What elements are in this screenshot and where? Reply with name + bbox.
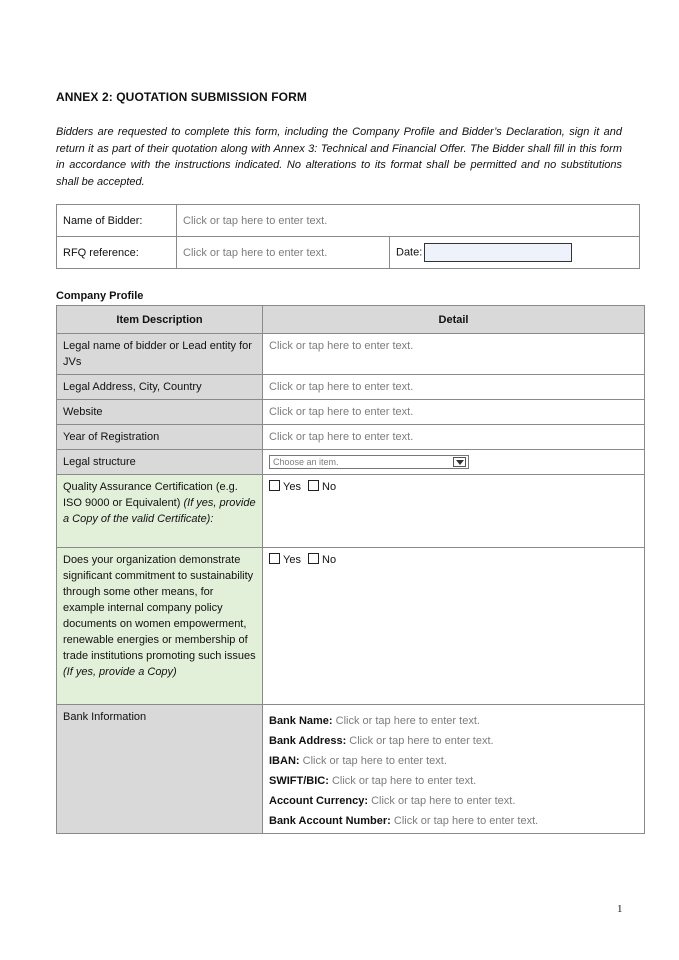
table-row: [57, 705, 645, 834]
bank-information-label: Bank Information: [57, 705, 263, 834]
legal-address-label: Legal Address, City, Country: [57, 375, 263, 400]
bank-name-line: [269, 711, 638, 731]
account-number-label: Bank Account Number:: [269, 815, 391, 827]
table-row: [57, 400, 645, 425]
date-input[interactable]: [424, 243, 572, 262]
column-header-detail: Detail: [263, 306, 645, 334]
bidder-name-field[interactable]: Click or tap here to enter text.: [177, 205, 640, 237]
iban-line: [269, 751, 638, 771]
year-registration-label: Year of Registration: [57, 425, 263, 450]
legal-address-field[interactable]: Click or tap here to enter text.: [263, 375, 645, 400]
table-row: [57, 375, 645, 400]
sustainability-no-checkbox[interactable]: [308, 553, 319, 564]
swift-label: SWIFT/BIC:: [269, 775, 329, 787]
date-label: Date:: [396, 246, 423, 259]
table-row: [57, 475, 645, 548]
sustainability-label: [57, 548, 263, 705]
sustainability-text: Does your organization demonstrate significant commitment to sustainability through some other means, for example internal company policy documents on women empowerment, renewable energies or membership of trade institutions promoting such issues: [63, 554, 256, 662]
legal-structure-cell: [263, 450, 645, 475]
qa-no-label: No: [322, 481, 337, 493]
company-profile-table: [56, 305, 645, 834]
legal-name-label: Legal name of bidder or Lead entity for JVs: [57, 334, 263, 375]
bank-address-field[interactable]: Click or tap here to enter text.: [349, 735, 494, 747]
bank-information-cell: [263, 705, 645, 834]
rfq-reference-label: RFQ reference:: [57, 237, 177, 269]
bank-address-line: [269, 731, 638, 751]
legal-structure-dropdown[interactable]: [269, 455, 469, 469]
form-title: ANNEX 2: QUOTATION SUBMISSION FORM: [56, 90, 307, 104]
swift-field[interactable]: Click or tap here to enter text.: [331, 775, 477, 787]
sustainability-no-label: No: [322, 554, 337, 566]
sustainability-yes-checkbox[interactable]: [269, 553, 280, 564]
sustainability-note: (If yes, provide a Copy): [63, 666, 177, 678]
qa-no-checkbox[interactable]: [308, 480, 319, 491]
column-header-item: Item Description: [57, 306, 263, 334]
currency-line: [269, 791, 638, 811]
swift-line: [269, 771, 638, 791]
account-number-line: [269, 811, 638, 831]
account-currency-label: Account Currency:: [269, 795, 369, 807]
bank-address-label: Bank Address:: [269, 735, 347, 747]
company-profile-label: Company Profile: [56, 290, 144, 302]
year-registration-field[interactable]: Click or tap here to enter text.: [263, 425, 645, 450]
bidder-table: [56, 204, 640, 269]
bank-name-label: Bank Name:: [269, 715, 333, 727]
table-row: [57, 334, 645, 375]
table-row: [57, 425, 645, 450]
bidder-name-label: Name of Bidder:: [57, 205, 177, 237]
bank-name-field[interactable]: Click or tap here to enter text.: [335, 715, 480, 727]
sustainability-cell: [263, 548, 645, 705]
website-field[interactable]: Click or tap here to enter text.: [263, 400, 645, 425]
table-row: [57, 450, 645, 475]
rfq-reference-field[interactable]: Click or tap here to enter text.: [177, 237, 390, 269]
quality-assurance-label: [57, 475, 263, 548]
table-row: [57, 548, 645, 705]
legal-name-field[interactable]: Click or tap here to enter text.: [263, 334, 645, 375]
qa-note: (If yes, provide a Copy of the valid Certificate):: [63, 497, 256, 525]
quality-assurance-cell: [263, 475, 645, 548]
sustainability-yes-label: Yes: [283, 554, 301, 566]
qa-text: Quality Assurance Certification (e.g. ISO 9000 or Equivalent): [63, 481, 238, 509]
account-number-field[interactable]: Click or tap here to enter text.: [393, 815, 539, 827]
page-number: 1: [617, 903, 623, 915]
iban-field[interactable]: Click or tap here to enter text.: [302, 755, 447, 767]
intro-paragraph: Bidders are requested to complete this form, including the Company Profile and Bidder’s Declaration, sign it and return it as part of their quotation along with Annex 3: Technical and Financial Offer. The Bidder shall fill in this form in accordance with the instructions indicated. No alterations to its format shall be permitted and no substitutions shall be accepted.: [56, 126, 622, 188]
qa-yes-label: Yes: [283, 481, 301, 493]
legal-structure-label: Legal structure: [57, 450, 263, 475]
chevron-down-icon[interactable]: [453, 457, 466, 467]
dropdown-value: Choose an item.: [273, 457, 339, 467]
table-header-row: [57, 306, 645, 334]
qa-yes-checkbox[interactable]: [269, 480, 280, 491]
iban-label: IBAN:: [269, 755, 300, 767]
account-currency-field[interactable]: Click or tap here to enter text.: [371, 795, 516, 807]
date-cell: [390, 237, 640, 269]
website-label: Website: [57, 400, 263, 425]
